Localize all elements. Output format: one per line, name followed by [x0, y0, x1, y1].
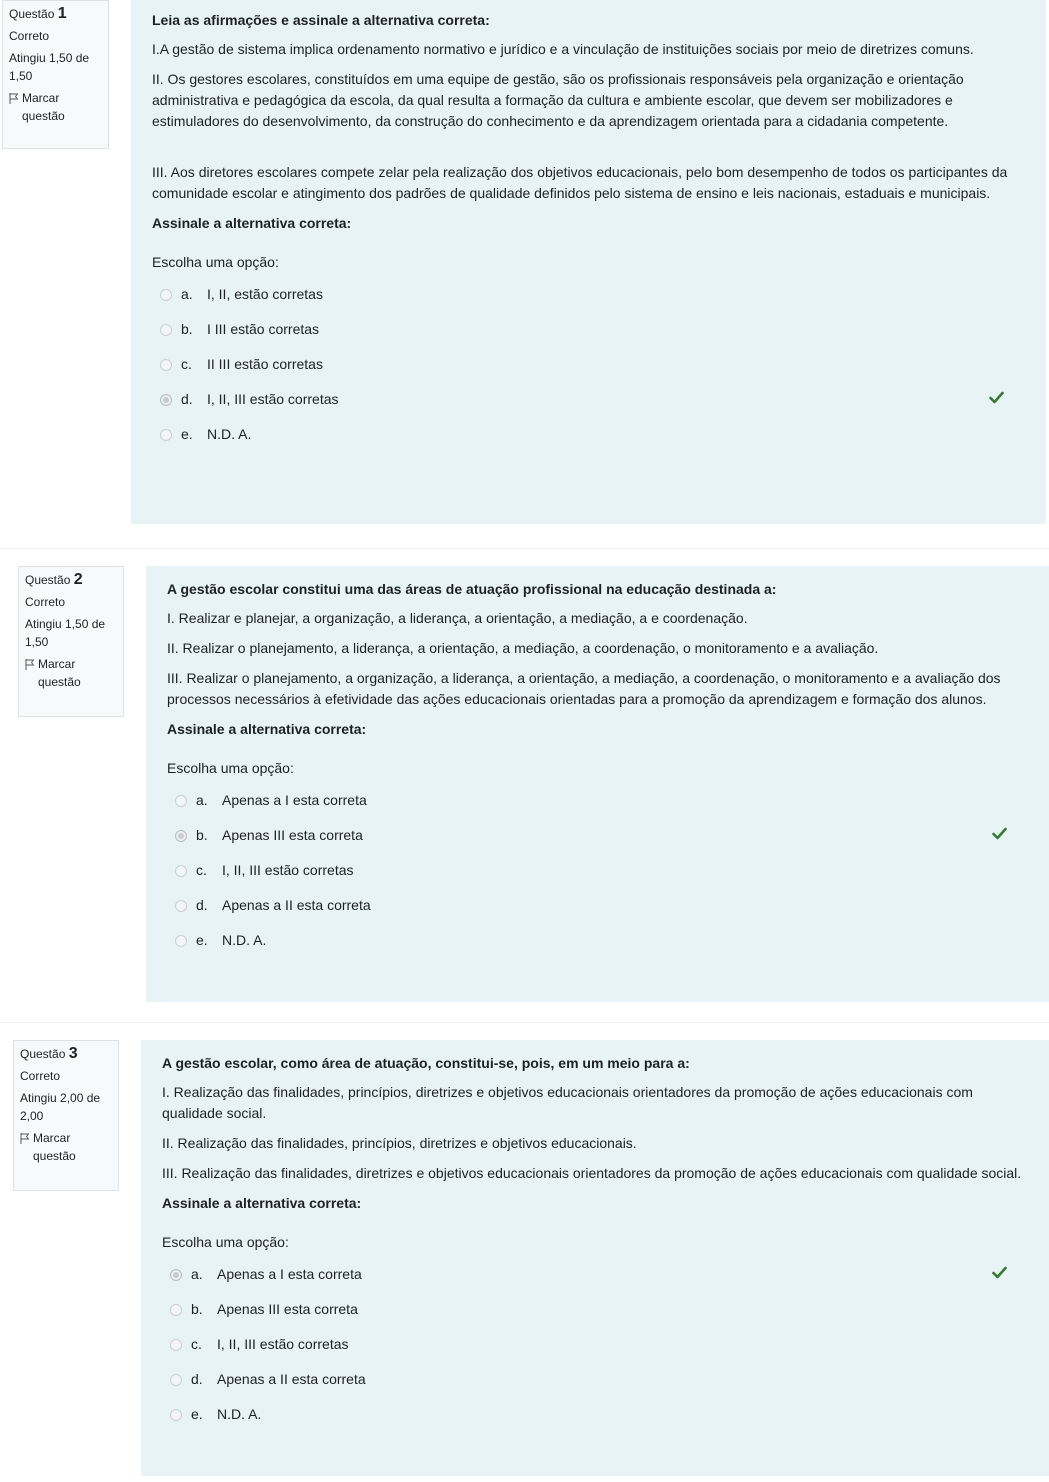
radio-a-selected[interactable]	[170, 1269, 182, 1281]
option-text: I, II, III estão corretas	[217, 1336, 349, 1352]
flag-label: Marcar questão	[33, 1131, 76, 1163]
option-a[interactable]	[152, 277, 1026, 312]
checkmark-icon	[989, 391, 1004, 404]
option-d[interactable]	[152, 382, 1026, 417]
question-lead: Leia as afirmações e assinale a alternativa correta:	[152, 12, 490, 28]
radio-b[interactable]	[170, 1304, 182, 1316]
option-letter: c.	[181, 356, 192, 372]
question-grade: Atingiu 2,00 de 2,00	[20, 1091, 101, 1123]
radio-e[interactable]	[160, 429, 172, 441]
question-content-1	[131, 0, 1046, 524]
answer-options	[167, 783, 1029, 958]
radio-e[interactable]	[175, 935, 187, 947]
statement-1: I. Realização das finalidades, princípios, diretrizes e objetivos educacionais orientadores da promoção de ações educacionais com qualidade social.	[162, 1084, 973, 1121]
options-prompt: Escolha uma opção:	[162, 1234, 289, 1250]
flag-icon	[20, 1133, 30, 1144]
flag-question-link[interactable]	[9, 89, 102, 125]
question-grade: Atingiu 1,50 de 1,50	[9, 51, 90, 83]
radio-a[interactable]	[175, 795, 187, 807]
option-letter: a.	[191, 1266, 203, 1282]
option-letter: b.	[196, 827, 208, 843]
radio-d-selected[interactable]	[160, 394, 172, 406]
option-text: N.D. A.	[222, 932, 267, 948]
option-text: Apenas III esta correta	[222, 827, 363, 843]
question-info-2	[18, 566, 124, 717]
question-number: Questão 2	[25, 571, 83, 588]
option-letter: b.	[181, 321, 193, 337]
question-status: Correto	[25, 595, 66, 609]
checkmark-icon	[992, 1266, 1007, 1279]
flag-icon	[9, 93, 19, 104]
statement-3: III. Aos diretores escolares compete zelar pela realização dos objetivos educacionais, pelo bom desempenho de todos os participantes da comunidade escolar e atingimento dos padrões de qualidade definidos pelo sistema de ensino e leis nacionais, estaduais e municipais.	[152, 164, 1008, 201]
option-letter: a.	[181, 286, 193, 302]
option-b[interactable]	[167, 818, 1029, 853]
option-letter: e.	[191, 1406, 203, 1422]
radio-c[interactable]	[175, 865, 187, 877]
option-text: N.D. A.	[207, 426, 252, 442]
option-letter: e.	[196, 932, 208, 948]
flag-question-link[interactable]	[20, 1129, 112, 1165]
question-divider	[0, 548, 1049, 549]
option-text: I, II, estão corretas	[207, 286, 323, 302]
question-status: Correto	[20, 1069, 61, 1083]
question-content-3	[141, 1040, 1049, 1476]
radio-e[interactable]	[170, 1409, 182, 1421]
statement-2: II. Realizar o planejamento, a liderança, a orientação, a mediação, a coordenação, o monitoramento e a avaliação.	[167, 640, 879, 656]
question-info-3	[13, 1040, 119, 1191]
option-letter: b.	[191, 1301, 203, 1317]
option-c[interactable]	[152, 347, 1026, 382]
radio-b-selected[interactable]	[175, 830, 187, 842]
question-divider	[0, 1022, 1049, 1023]
option-e[interactable]	[167, 923, 1029, 958]
question-lead: A gestão escolar, como área de atuação, constitui-se, pois, em um meio para a:	[162, 1055, 690, 1071]
flag-icon	[25, 659, 35, 670]
options-prompt: Escolha uma opção:	[152, 254, 279, 270]
question-instruction: Assinale a alternativa correta:	[167, 721, 367, 737]
radio-a[interactable]	[160, 289, 172, 301]
statement-2: II. Os gestores escolares, constituídos em uma equipe de gestão, são os profissionais responsáveis pela organização e orientação administrativa e pedagógica da escola, da qual resulta a formação da cultura e ambiente escolar, que devem ser mobilizadores e estimuladores do desenvolvimento, da construção do conhecimento e da aprendizagem orientada para a cidadania competente.	[152, 71, 964, 129]
flag-question-link[interactable]	[25, 655, 117, 691]
option-letter: a.	[196, 792, 208, 808]
option-d[interactable]	[162, 1362, 1029, 1397]
question-content-2	[146, 566, 1049, 1002]
flag-label: Marcar questão	[38, 657, 81, 689]
statement-3: III. Realização das finalidades, diretrizes e objetivos educacionais orientadores da promoção de ações educacionais com qualidade social.	[162, 1165, 1022, 1181]
radio-c[interactable]	[160, 359, 172, 371]
statement-3: III. Realizar o planejamento, a organização, a liderança, a orientação, a mediação, a coordenação, o monitoramento e a avaliação dos processos necessários à efetividade das ações educacionais orientadas para a promoção da aprendizagem e formação dos alunos.	[167, 670, 1001, 707]
option-e[interactable]	[162, 1397, 1029, 1432]
option-letter: c.	[196, 862, 207, 878]
flag-label: Marcar questão	[22, 91, 65, 123]
question-number: Questão 3	[20, 1045, 78, 1062]
statement-1: I.A gestão de sistema implica ordenamento normativo e jurídico e a vinculação de instituições sociais por meio de diretrizes comuns.	[152, 41, 974, 57]
answer-options	[152, 277, 1026, 452]
question-number: Questão 1	[9, 5, 67, 22]
option-c[interactable]	[162, 1327, 1029, 1362]
option-a[interactable]	[167, 783, 1029, 818]
option-e[interactable]	[152, 417, 1026, 452]
option-letter: d.	[191, 1371, 203, 1387]
checkmark-icon	[992, 827, 1007, 840]
question-info-1	[2, 0, 109, 149]
question-grade: Atingiu 1,50 de 1,50	[25, 617, 106, 649]
question-instruction: Assinale a alternativa correta:	[162, 1195, 362, 1211]
option-a[interactable]	[162, 1257, 1029, 1292]
question-instruction: Assinale a alternativa correta:	[152, 215, 352, 231]
answer-options	[162, 1257, 1029, 1432]
option-text: Apenas a II esta correta	[222, 897, 371, 913]
question-lead: A gestão escolar constitui uma das áreas de atuação profissional na educação destinada a:	[167, 581, 777, 597]
statement-1: I. Realizar e planejar, a organização, a liderança, a orientação, a mediação, a e coordenação.	[167, 610, 748, 626]
radio-c[interactable]	[170, 1339, 182, 1351]
option-letter: d.	[181, 391, 193, 407]
option-b[interactable]	[152, 312, 1026, 347]
option-letter: c.	[191, 1336, 202, 1352]
question-status: Correto	[9, 29, 50, 43]
option-b[interactable]	[162, 1292, 1029, 1327]
option-text: II III estão corretas	[207, 356, 323, 372]
option-d[interactable]	[167, 888, 1029, 923]
option-text: Apenas a I esta correta	[217, 1266, 362, 1282]
option-text: N.D. A.	[217, 1406, 262, 1422]
option-text: I, II, III estão corretas	[222, 862, 354, 878]
option-letter: e.	[181, 426, 193, 442]
option-text: I, II, III estão corretas	[207, 391, 339, 407]
option-c[interactable]	[167, 853, 1029, 888]
option-letter: d.	[196, 897, 208, 913]
option-text: Apenas a II esta correta	[217, 1371, 366, 1387]
options-prompt: Escolha uma opção:	[167, 760, 294, 776]
option-text: Apenas III esta correta	[217, 1301, 358, 1317]
radio-b[interactable]	[160, 324, 172, 336]
statement-2: II. Realização das finalidades, princípios, diretrizes e objetivos educacionais.	[162, 1135, 637, 1151]
option-text: I III estão corretas	[207, 321, 320, 337]
option-text: Apenas a I esta correta	[222, 792, 367, 808]
radio-d[interactable]	[170, 1374, 182, 1386]
radio-d[interactable]	[175, 900, 187, 912]
